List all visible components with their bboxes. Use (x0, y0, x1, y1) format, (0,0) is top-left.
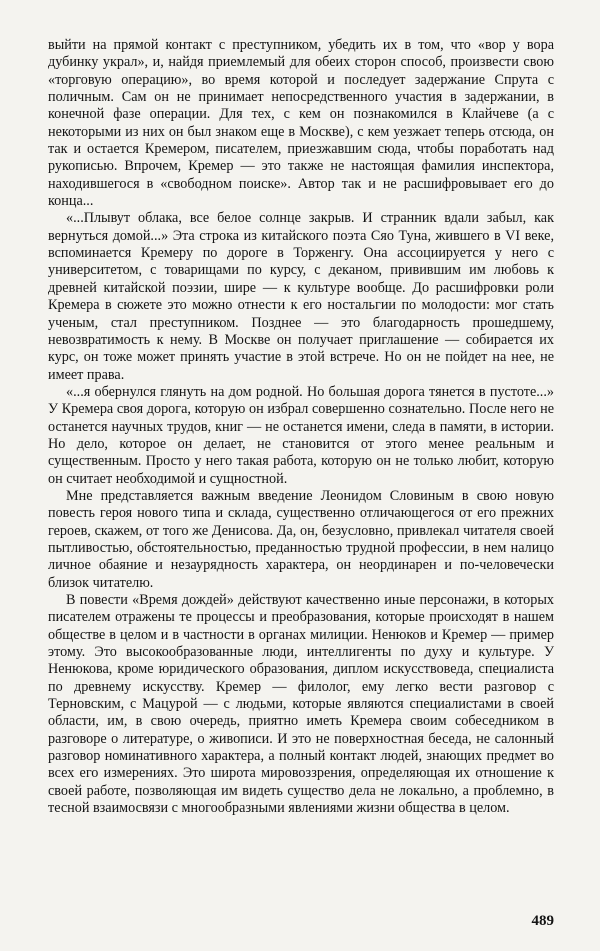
paragraph: Мне представляется важным введение Леонидом Словиным в свою новую повесть героя нового типа и склада, существенно отличающегося от его прежних героев, скажем, от того же Денисова. Да, он, безусловно, привлекал читателя своей пытливостью, обстоятельностью, преданностью трудной профессии, в нем налицо личное обаяние и незаурядность характера, он неординарен и по-человечески близок читателю. (48, 487, 554, 591)
paragraph: «...Плывут облака, все белое солнце закрыв. И странник вдали забыл, как вернуться домой...» Эта строка из китайского поэта Сяо Туна, жившего в VI веке, вспоминается Кремеру по дороге в Торженгу. Она ассоциируется у него с университетом, с товарищами по курсу, с деканом, привившим им любовь к древней китайской поэзии, шире — к культуре вообще. До расшифровки роли Кремера в сюжете это можно отнести к его ностальгии по молодости: мог стать ученым, стал преступником. Позднее — это благодарность прошедшему, невозвратимость к нему. В Москве он получает приглашение — собирается их курс, он тоже может принять участие в этой встрече. Но он не пойдет на нее, не имеет права. (48, 210, 554, 383)
page-number: 489 (531, 913, 554, 929)
paragraph: В повести «Время дождей» действуют качественно иные персонажи, в которых писателем отражены те процессы и преобразования, которые происходят в нашем обществе в целом и в частности в органах милиции. Ненюков и Кремер — пример этому. Это высокообразованные люди, интеллигенты по духу и культуре. У Ненюкова, кроме юридического образования, диплом искусствоведа, специалиста по древнему искусству. Кремер — филолог, ему легко вести разговор с Терновским, с Мацурой — с людьми, которые являются специалистами в своей области, им, в свою очередь, приятно иметь Кремера своим собеседником в разговоре о литературе, о живописи. И это не поверхностная беседа, не салонный разговор номинативного характера, а полный контакт людей, знающих предмет во всех его измерениях. Это широта мировоззрения, определяющая их отношение к своей работе, позволяющая им видеть существо дела не локально, а проблемно, в тесной взаимосвязи с многообразными явлениями жизни общества в целом. (48, 592, 554, 817)
body-text (48, 37, 554, 817)
paragraph: выйти на прямой контакт с преступником, убедить их в том, что «вор у вора дубинку украл», и, найдя приемлемый для обеих сторон способ, произвести свою «торговую операцию», во время которой и последует задержание Спрута с поличным. Сам он не принимает непосредственного участия в задержании, в конечной фазе операции. Для тех, с кем он познакомился в Клайчеве (а с некоторыми из них он был знаком еще в Москве), с кем уезжает теперь отсюда, он так и остается Кремером, писателем, приезжавшим сюда, чтобы поработать над рукописью. Впрочем, Кремер — это также не настоящая фамилия инспектора, находившегося в «свободном поиске». Автор так и не расшифровывает его до конца... (48, 37, 554, 210)
paragraph: «...я обернулся глянуть на дом родной. Но большая дорога тянется в пустоте...» У Кремера своя дорога, которую он избрал совершенно сознательно. После него не останется научных трудов, книг — не останется имени, следа в памяти, в истории. Но дело, которое он делает, не становится от этого менее реальным и существенным. Просто у него такая работа, которую он не только любит, которую он считает необходимой и сущностной. (48, 383, 554, 487)
